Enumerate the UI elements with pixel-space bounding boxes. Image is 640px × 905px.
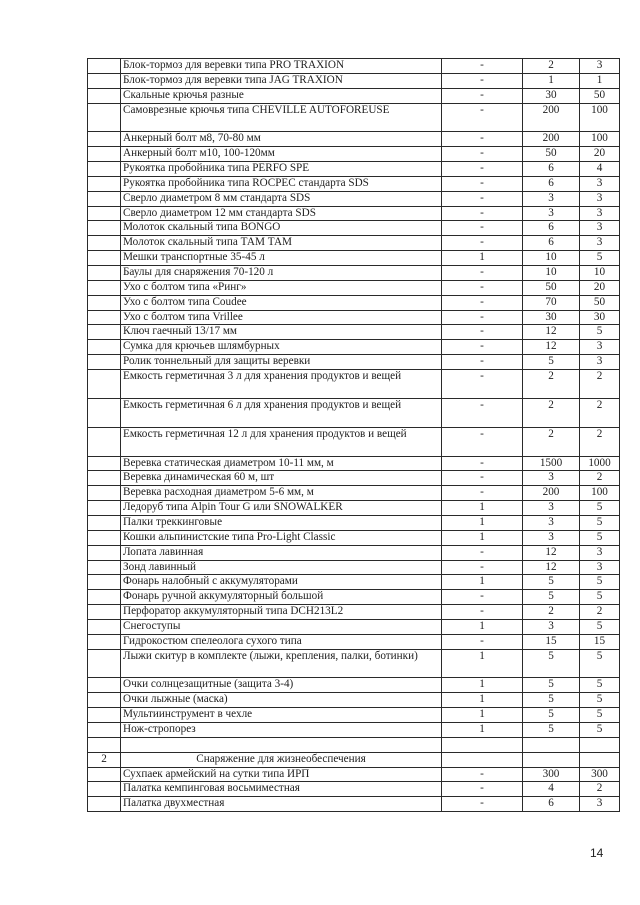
quantity-cell-2: 70 — [523, 295, 580, 310]
quantity-cell-1: 1 — [442, 501, 523, 516]
quantity-cell-1: - — [442, 369, 523, 398]
quantity-cell-1: - — [442, 427, 523, 456]
item-name-cell: Сухпаек армейский на сутки типа ИРП — [121, 767, 442, 782]
item-name-cell: Лыжи скитур в комплекте (лыжи, крепления, палки, ботинки) — [121, 649, 442, 678]
item-name-cell: Очки лыжные (маска) — [121, 693, 442, 708]
quantity-cell-3: 20 — [580, 147, 620, 162]
quantity-cell-1: - — [442, 471, 523, 486]
quantity-cell-2: 5 — [523, 708, 580, 723]
item-name-cell: Молоток скальный типа BONGO — [121, 221, 442, 236]
quantity-cell-2: 30 — [523, 88, 580, 103]
quantity-cell-3: 20 — [580, 280, 620, 295]
row-number-cell — [88, 486, 121, 501]
quantity-cell-2: 12 — [523, 340, 580, 355]
table-row — [88, 251, 620, 266]
quantity-cell-1: - — [442, 88, 523, 103]
quantity-cell-3: 1000 — [580, 456, 620, 471]
item-name-cell: Палатка двухместная — [121, 797, 442, 812]
quantity-cell-2: 6 — [523, 176, 580, 191]
table-row — [88, 191, 620, 206]
quantity-cell-3: 5 — [580, 530, 620, 545]
table-row — [88, 162, 620, 177]
quantity-cell-2: 3 — [523, 501, 580, 516]
quantity-cell-3: 1 — [580, 73, 620, 88]
row-number-cell — [88, 575, 121, 590]
table-row — [88, 619, 620, 634]
quantity-cell-1: - — [442, 176, 523, 191]
quantity-cell-3: 3 — [580, 340, 620, 355]
quantity-cell-3: 5 — [580, 515, 620, 530]
row-number-cell — [88, 456, 121, 471]
table-row — [88, 398, 620, 427]
quantity-cell-2: 3 — [523, 471, 580, 486]
quantity-cell-2: 200 — [523, 486, 580, 501]
table-row — [88, 767, 620, 782]
table-row — [88, 515, 620, 530]
quantity-cell-1: 1 — [442, 619, 523, 634]
item-name-cell: Рукоятка пробойника типа PERFO SPE — [121, 162, 442, 177]
quantity-cell-1: 1 — [442, 515, 523, 530]
quantity-cell-3: 2 — [580, 427, 620, 456]
page-number: 14 — [590, 846, 604, 860]
quantity-cell-3: 3 — [580, 797, 620, 812]
quantity-cell-2: 5 — [523, 649, 580, 678]
table-row — [88, 266, 620, 281]
quantity-cell-1: - — [442, 605, 523, 620]
quantity-cell-3: 10 — [580, 266, 620, 281]
quantity-cell-2: 3 — [523, 515, 580, 530]
item-name-cell: Анкерный болт м10, 100-120мм — [121, 147, 442, 162]
row-number-cell — [88, 103, 121, 132]
quantity-cell-2: 12 — [523, 545, 580, 560]
quantity-cell-2: 3 — [523, 191, 580, 206]
item-name-cell: Сверло диаметром 8 мм стандарта SDS — [121, 191, 442, 206]
table-row — [88, 103, 620, 132]
row-number-cell — [88, 132, 121, 147]
quantity-cell-3: 5 — [580, 575, 620, 590]
table-row — [88, 545, 620, 560]
item-name-cell: Емкость герметичная 3 л для хранения продуктов и вещей — [121, 369, 442, 398]
table-row — [88, 355, 620, 370]
quantity-cell-2: 1 — [523, 73, 580, 88]
quantity-cell-3: 5 — [580, 325, 620, 340]
item-name-cell: Веревка динамическая 60 м, шт — [121, 471, 442, 486]
quantity-cell-1: 1 — [442, 678, 523, 693]
row-number-cell — [88, 88, 121, 103]
quantity-cell-1: - — [442, 782, 523, 797]
item-name-cell: Баулы для снаряжения 70-120 л — [121, 266, 442, 281]
quantity-cell-3: 30 — [580, 310, 620, 325]
table-row — [88, 325, 620, 340]
table-row — [88, 501, 620, 516]
quantity-cell-1: - — [442, 206, 523, 221]
item-name-cell: Емкость герметичная 12 л для хранения продуктов и вещей — [121, 427, 442, 456]
row-number-cell — [88, 162, 121, 177]
quantity-cell-1: - — [442, 340, 523, 355]
table-row — [88, 369, 620, 398]
quantity-cell-3 — [580, 737, 620, 752]
quantity-cell-3: 2 — [580, 782, 620, 797]
quantity-cell-1: 1 — [442, 575, 523, 590]
table-row — [88, 693, 620, 708]
table-row — [88, 456, 620, 471]
row-number-cell — [88, 340, 121, 355]
quantity-cell-1: 1 — [442, 722, 523, 737]
row-number-cell — [88, 545, 121, 560]
quantity-cell-3: 3 — [580, 355, 620, 370]
row-number-cell — [88, 355, 121, 370]
quantity-cell-3: 5 — [580, 693, 620, 708]
quantity-cell-2: 1500 — [523, 456, 580, 471]
quantity-cell-2: 2 — [523, 59, 580, 74]
item-name-cell: Блок-тормоз для веревки типа JAG TRAXION — [121, 73, 442, 88]
row-number-cell — [88, 251, 121, 266]
table-row — [88, 782, 620, 797]
row-number-cell — [88, 515, 121, 530]
table-row — [88, 605, 620, 620]
quantity-cell-3: 3 — [580, 176, 620, 191]
item-name-cell: Веревка статическая диаметром 10-11 мм, м — [121, 456, 442, 471]
quantity-cell-3: 100 — [580, 486, 620, 501]
table-row — [88, 634, 620, 649]
item-name-cell: Ухо с болтом типа Vrillee — [121, 310, 442, 325]
table-row — [88, 737, 620, 752]
quantity-cell-1: - — [442, 545, 523, 560]
quantity-cell-3: 15 — [580, 634, 620, 649]
quantity-cell-3: 3 — [580, 206, 620, 221]
quantity-cell-1: 1 — [442, 708, 523, 723]
quantity-cell-3: 5 — [580, 619, 620, 634]
quantity-cell-1: - — [442, 560, 523, 575]
row-number-cell — [88, 782, 121, 797]
item-name-cell: Ролик тоннельный для защиты веревки — [121, 355, 442, 370]
row-number-cell — [88, 605, 121, 620]
quantity-cell-2: 200 — [523, 132, 580, 147]
quantity-cell-1: - — [442, 59, 523, 74]
quantity-cell-2: 2 — [523, 605, 580, 620]
row-number-cell — [88, 560, 121, 575]
quantity-cell-3: 3 — [580, 191, 620, 206]
item-name-cell: Очки солнцезащитные (защита 3-4) — [121, 678, 442, 693]
row-number-cell — [88, 236, 121, 251]
quantity-cell-1: 1 — [442, 251, 523, 266]
table-row — [88, 575, 620, 590]
quantity-cell-1: - — [442, 103, 523, 132]
quantity-cell-3: 2 — [580, 605, 620, 620]
quantity-cell-3: 3 — [580, 221, 620, 236]
table-row — [88, 722, 620, 737]
quantity-cell-3: 5 — [580, 708, 620, 723]
item-name-cell: Емкость герметичная 6 л для хранения продуктов и вещей — [121, 398, 442, 427]
table-row — [88, 310, 620, 325]
quantity-cell-1: - — [442, 295, 523, 310]
quantity-cell-2: 3 — [523, 619, 580, 634]
table-row — [88, 590, 620, 605]
quantity-cell-2: 50 — [523, 147, 580, 162]
item-name-cell: Сумка для крючьев шлямбурных — [121, 340, 442, 355]
row-number-cell — [88, 295, 121, 310]
quantity-cell-3: 50 — [580, 295, 620, 310]
quantity-cell-2: 5 — [523, 678, 580, 693]
row-number-cell — [88, 634, 121, 649]
item-name-cell: Скальные крючья разные — [121, 88, 442, 103]
table-row — [88, 176, 620, 191]
quantity-cell-2: 12 — [523, 325, 580, 340]
quantity-cell-3: 5 — [580, 649, 620, 678]
row-number-cell — [88, 678, 121, 693]
row-number-cell — [88, 398, 121, 427]
quantity-cell-3: 300 — [580, 767, 620, 782]
quantity-cell-2: 10 — [523, 266, 580, 281]
item-name-cell: Сверло диаметром 12 мм стандарта SDS — [121, 206, 442, 221]
quantity-cell-2: 4 — [523, 782, 580, 797]
row-number-cell — [88, 369, 121, 398]
row-number-cell — [88, 530, 121, 545]
row-number-cell — [88, 427, 121, 456]
quantity-cell-3: 5 — [580, 251, 620, 266]
table-row — [88, 486, 620, 501]
quantity-cell-2: 12 — [523, 560, 580, 575]
item-name-cell: Мешки транспортные 35-45 л — [121, 251, 442, 266]
equipment-table-body — [88, 59, 620, 812]
item-name-cell — [121, 737, 442, 752]
row-number-cell — [88, 191, 121, 206]
table-row — [88, 88, 620, 103]
quantity-cell-1: - — [442, 132, 523, 147]
quantity-cell-3: 3 — [580, 236, 620, 251]
quantity-cell-1: 1 — [442, 693, 523, 708]
quantity-cell-1: - — [442, 456, 523, 471]
quantity-cell-2: 2 — [523, 369, 580, 398]
table-row — [88, 708, 620, 723]
table-row — [88, 427, 620, 456]
quantity-cell-1: - — [442, 590, 523, 605]
table-row — [88, 59, 620, 74]
quantity-cell-1: - — [442, 797, 523, 812]
quantity-cell-2: 30 — [523, 310, 580, 325]
table-row — [88, 147, 620, 162]
equipment-table — [87, 58, 620, 812]
quantity-cell-2: 3 — [523, 206, 580, 221]
quantity-cell-3: 5 — [580, 722, 620, 737]
row-number-cell — [88, 280, 121, 295]
table-row — [88, 73, 620, 88]
table-row — [88, 280, 620, 295]
row-number-cell — [88, 73, 121, 88]
row-number-cell — [88, 310, 121, 325]
row-number-cell — [88, 767, 121, 782]
quantity-cell-2: 5 — [523, 355, 580, 370]
quantity-cell-3: 3 — [580, 545, 620, 560]
quantity-cell-3: 2 — [580, 369, 620, 398]
item-name-cell: Молоток скальный типа ТАМ ТАМ — [121, 236, 442, 251]
row-number-cell — [88, 471, 121, 486]
quantity-cell-1: - — [442, 280, 523, 295]
quantity-cell-2: 10 — [523, 251, 580, 266]
quantity-cell-2: 300 — [523, 767, 580, 782]
item-name-cell: Рукоятка пробойника типа ROCPEC стандарта SDS — [121, 176, 442, 191]
quantity-cell-2: 5 — [523, 575, 580, 590]
row-number-cell — [88, 147, 121, 162]
quantity-cell-1: - — [442, 73, 523, 88]
table-row — [88, 132, 620, 147]
item-name-cell: Фонарь налобный с аккумуляторами — [121, 575, 442, 590]
quantity-cell-2: 15 — [523, 634, 580, 649]
quantity-cell-1: 1 — [442, 530, 523, 545]
row-number-cell — [88, 737, 121, 752]
quantity-cell-3: 100 — [580, 103, 620, 132]
table-row — [88, 560, 620, 575]
quantity-cell-2: 5 — [523, 722, 580, 737]
quantity-cell-2: 6 — [523, 236, 580, 251]
quantity-cell-2 — [523, 737, 580, 752]
quantity-cell-3: 50 — [580, 88, 620, 103]
quantity-cell-3: 4 — [580, 162, 620, 177]
quantity-cell-2: 5 — [523, 590, 580, 605]
quantity-cell-1 — [442, 737, 523, 752]
row-number-cell — [88, 206, 121, 221]
quantity-cell-3 — [580, 752, 620, 767]
table-row — [88, 295, 620, 310]
row-number-cell — [88, 619, 121, 634]
quantity-cell-1: - — [442, 147, 523, 162]
quantity-cell-1: - — [442, 221, 523, 236]
quantity-cell-2: 6 — [523, 162, 580, 177]
quantity-cell-1: - — [442, 266, 523, 281]
quantity-cell-1: 1 — [442, 649, 523, 678]
row-number-cell — [88, 797, 121, 812]
quantity-cell-2: 2 — [523, 427, 580, 456]
quantity-cell-1: - — [442, 325, 523, 340]
item-name-cell: Снаряжение для жизнеобеспечения — [121, 752, 442, 767]
item-name-cell: Фонарь ручной аккумуляторный большой — [121, 590, 442, 605]
quantity-cell-3: 2 — [580, 471, 620, 486]
quantity-cell-1: - — [442, 355, 523, 370]
table-row — [88, 678, 620, 693]
item-name-cell: Снегоступы — [121, 619, 442, 634]
table-row — [88, 797, 620, 812]
section-row — [88, 752, 620, 767]
quantity-cell-2: 50 — [523, 280, 580, 295]
quantity-cell-1: - — [442, 236, 523, 251]
table-row — [88, 530, 620, 545]
quantity-cell-1: - — [442, 486, 523, 501]
item-name-cell: Блок-тормоз для веревки типа PRO TRAXION — [121, 59, 442, 74]
table-row — [88, 221, 620, 236]
item-name-cell: Самоврезные крючья типа CHEVILLE AUTOFOREUSE — [121, 103, 442, 132]
quantity-cell-3: 5 — [580, 590, 620, 605]
item-name-cell: Палатка кемпинговая восьмиместная — [121, 782, 442, 797]
item-name-cell: Мультиинструмент в чехле — [121, 708, 442, 723]
item-name-cell: Веревка расходная диаметром 5-6 мм, м — [121, 486, 442, 501]
row-number-cell — [88, 722, 121, 737]
row-number-cell — [88, 59, 121, 74]
quantity-cell-1: - — [442, 162, 523, 177]
quantity-cell-3: 2 — [580, 398, 620, 427]
row-number-cell — [88, 708, 121, 723]
row-number-cell — [88, 693, 121, 708]
item-name-cell: Палки треккинговые — [121, 515, 442, 530]
table-row — [88, 236, 620, 251]
row-number-cell — [88, 501, 121, 516]
item-name-cell: Зонд лавинный — [121, 560, 442, 575]
row-number-cell — [88, 325, 121, 340]
table-row — [88, 649, 620, 678]
quantity-cell-1: - — [442, 767, 523, 782]
quantity-cell-1: - — [442, 634, 523, 649]
quantity-cell-3: 3 — [580, 560, 620, 575]
row-number-cell — [88, 176, 121, 191]
quantity-cell-2: 2 — [523, 398, 580, 427]
item-name-cell: Ледоруб типа Alpin Tour G или SNOWALKER — [121, 501, 442, 516]
item-name-cell: Нож-стропорез — [121, 722, 442, 737]
row-number-cell — [88, 266, 121, 281]
row-number-cell: 2 — [88, 752, 121, 767]
row-number-cell — [88, 590, 121, 605]
row-number-cell — [88, 221, 121, 236]
quantity-cell-2: 5 — [523, 693, 580, 708]
quantity-cell-1: - — [442, 191, 523, 206]
item-name-cell: Перфоратор аккумуляторный типа DCH213L2 — [121, 605, 442, 620]
quantity-cell-3: 100 — [580, 132, 620, 147]
quantity-cell-2 — [523, 752, 580, 767]
item-name-cell: Гидрокостюм спелеолога сухого типа — [121, 634, 442, 649]
item-name-cell: Кошки альпинистские типа Pro-Light Classic — [121, 530, 442, 545]
item-name-cell: Лопата лавинная — [121, 545, 442, 560]
quantity-cell-2: 6 — [523, 221, 580, 236]
table-row — [88, 340, 620, 355]
table-row — [88, 471, 620, 486]
row-number-cell — [88, 649, 121, 678]
quantity-cell-1: - — [442, 310, 523, 325]
quantity-cell-3: 5 — [580, 501, 620, 516]
quantity-cell-1: - — [442, 398, 523, 427]
item-name-cell: Ухо с болтом типа Coudee — [121, 295, 442, 310]
quantity-cell-3: 3 — [580, 59, 620, 74]
quantity-cell-2: 3 — [523, 530, 580, 545]
quantity-cell-3: 5 — [580, 678, 620, 693]
table-row — [88, 206, 620, 221]
quantity-cell-1 — [442, 752, 523, 767]
quantity-cell-2: 200 — [523, 103, 580, 132]
item-name-cell: Анкерный болт м8, 70-80 мм — [121, 132, 442, 147]
item-name-cell: Ключ гаечный 13/17 мм — [121, 325, 442, 340]
quantity-cell-2: 6 — [523, 797, 580, 812]
item-name-cell: Ухо с болтом типа «Ринг» — [121, 280, 442, 295]
